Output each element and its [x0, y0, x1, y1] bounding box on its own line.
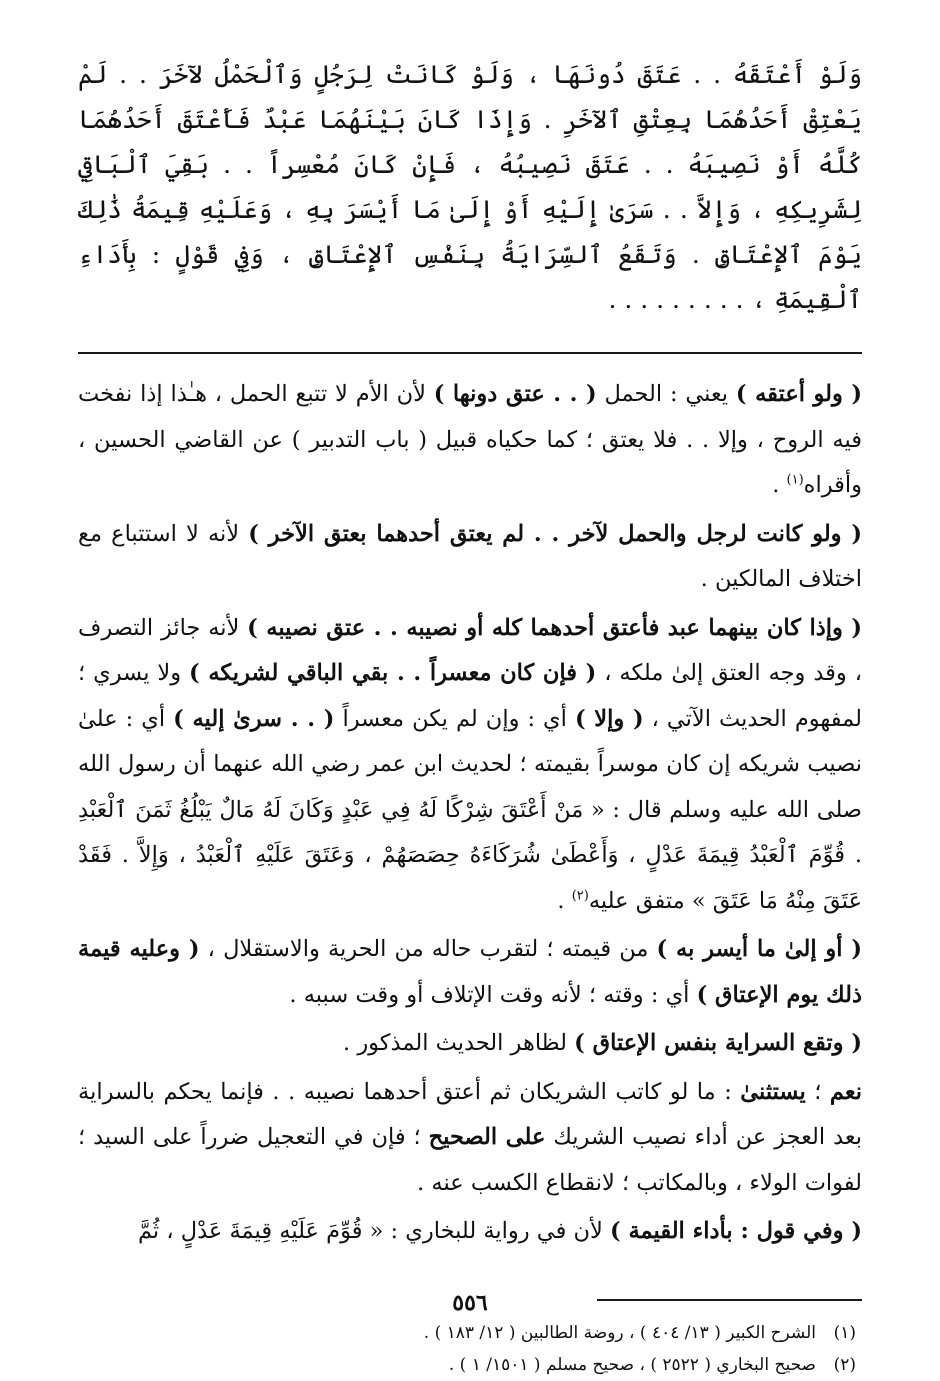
- quoted-matn: ( وإلا ): [574, 705, 644, 732]
- commentary-text: ؛ فإن في التعجيل ضرراً على السيد ؛ لفوات الولاء ، وبالمكاتب ؛ لانقطاع الكسب عنه .: [78, 1124, 862, 1196]
- commentary-text: أي : وقته ؛ لأنه وقت الإتلاف أو وقت سببه .: [289, 981, 697, 1008]
- commentary-text: .: [557, 887, 572, 914]
- footnote-number: (٢): [833, 1354, 856, 1375]
- commentary-text: لأن الأم لا تتبع الحمل ، هـٰذا إذا نفخت فيه الروح ، وإلا . . فلا يعتق ؛ كما حكياه قبيل ( باب التدبير ) عن القاضي الحسين ، وأقراه: [78, 381, 862, 498]
- emphasis: على الصحيح: [428, 1124, 546, 1150]
- quoted-matn: ( . . سرىٰ إليه ): [173, 705, 335, 732]
- commentary-text: أي : علىٰ نصيب شريكه إن كان موسراً بقيمته ؛ لحديث ابن عمر رضي الله عنهما أن رسول الله صلى الله عليه وسلم قال : « مَنْ أَعْتَقَ شِرْكًا لَهُ فِي عَبْدٍ وَكَانَ لَهُ مَالٌ يَبْلُغُ ثَمَنَ ٱلْعَبْدِ . قُوِّمَ ٱلْعَبْدُ قِيمَةَ عَدْلٍ ، وَأَعْطَىٰ شُرَكَاءَهُ حِصَصَهُمْ ، وَعَتَقَ عَلَيْهِ ٱلْعَبْدُ ، وَإِلاَّ . فَقَدْ عَتَقَ مِنْهُ مَا عَتَقَ » متفق عليه: [78, 705, 862, 914]
- commentary-paragraph-4: [78, 927, 862, 1018]
- commentary-paragraph-6: [78, 1070, 862, 1207]
- quoted-matn: ( أو إلىٰ ما أيسر به ): [656, 936, 862, 962]
- commentary-paragraph-2: [78, 512, 862, 603]
- footnote-number: (١): [833, 1322, 856, 1343]
- quoted-matn: ( وتقع السراية بنفس الإعتاق ): [574, 1030, 862, 1056]
- commentary-text: لأنه جائز التصرف ، وقد وجه العتق إلىٰ ملكه ،: [78, 614, 863, 686]
- emphasis: يستثنىٰ: [740, 1078, 806, 1105]
- commentary-text: لظاهر الحديث المذكور .: [343, 1030, 575, 1056]
- commentary: [78, 372, 862, 1255]
- footnote-1: [78, 1317, 862, 1349]
- footnote-ref[interactable]: (٢): [571, 888, 589, 903]
- footnote-text: صحيح البخاري ( ٢٥٢٢ ) ، صحيح مسلم ( ١٥٠١/ ١ ) .: [448, 1354, 816, 1375]
- commentary-text: لأن في رواية للبخاري : « قُوِّمَ عَلَيْهِ قِيمَةَ عَدْلٍ ، ثُمَّ: [137, 1218, 610, 1244]
- commentary-paragraph-1: [78, 372, 862, 509]
- commentary-text: ؛: [805, 1078, 830, 1105]
- quoted-matn: ( . . عتق دونها ): [433, 381, 597, 407]
- commentary-text: ولا يسري ؛ لمفهوم الحديث الآتي ،: [78, 660, 862, 732]
- commentary-paragraph-7: [78, 1209, 862, 1255]
- quoted-matn: ( ولو أعتقه ): [735, 381, 863, 407]
- quoted-matn: ( فإن كان معسراً . . بقي الباقي لشريكه ): [189, 660, 597, 686]
- commentary-text: لأنه لا استتباع مع اختلاف المالكين .: [78, 520, 862, 592]
- commentary-paragraph-5: [78, 1021, 862, 1067]
- quoted-matn: ( ولو كانت لرجل والحمل لآخر . . لم يعتق أحدهما بعتق الآخر ): [248, 520, 862, 547]
- quoted-matn: ( وفي قول : بأداء القيمة ): [609, 1218, 862, 1244]
- emphasis: نعم: [829, 1078, 862, 1105]
- footnotes: [78, 1317, 862, 1381]
- commentary-text: .: [772, 472, 787, 498]
- commentary-text: يعني : الحمل: [596, 381, 736, 407]
- commentary-text: من قيمته ؛ لتقرب حاله من الحرية والاستقلال ،: [199, 936, 657, 962]
- commentary-text: أي : وإن لم يكن معسراً: [334, 705, 575, 732]
- matn-text: وَلَوْ أَعْتَقَهُ . . عَتَقَ دُونَهَا ، وَلَوْ كَانَتْ لِرَجُلٍ وَٱلْحَمْلُ لآخَرَ . . لَمْ يَعْتِقْ أَحَدُهُمَا بِعِتْقِ ٱلآخَرِ . وَإِذَا كَانَ بَيْنَهُمَا عَبْدٌ فَأَعْتَقَ أَحَدُهُمَا كُلَّهُ أَوْ نَصِيبَهُ . . عَتَقَ نَصِيبُهُ ، فَإِنْ كَانَ مُعْسِراً . . بَقِيَ ٱلْبَاقِي لِشَرِيكِهِ ، وَإِلاَّ . . سَرَىٰ إِلَيْهِ أَوْ إِلَىٰ مَا أَيْسَرَ بِهِ ، وَعَلَيْهِ قِيمَةُ ذَٰلِكَ يَوْمَ ٱلإِعْتَاقِ . وَتَقَعُ ٱلسِّرَايَةُ بِنَفْسِ ٱلإِعْتَاقِ ، وَفِي قَوْلٍ : بِأَدَاءِ ٱلْقِيمَةِ ، . . . . . . . . .: [78, 60, 862, 314]
- page-number: ٥٥٦: [452, 1290, 488, 1316]
- quoted-matn: ( وعليه قيمة ذلك يوم الإعتاق ): [78, 936, 862, 1008]
- section-divider: [78, 352, 862, 354]
- quoted-matn: ( وإذا كان بينهما عبد فأعتق أحدهما كله أو نصيبه . . عتق نصيبه ): [247, 614, 862, 641]
- commentary-text: : ما لو كاتب الشريكان ثم أعتق أحدهما نصيبه . . فإنما يحكم بالسراية بعد العجز عن أداء نصيب الشريك: [78, 1078, 863, 1150]
- page-body: [78, 52, 862, 1381]
- commentary-paragraph-3: [78, 606, 862, 925]
- footnote-ref[interactable]: (١): [786, 472, 804, 488]
- footnote-text: الشرح الكبير ( ١٣/ ٤٠٤ ) ، روضة الطالبين ( ١٢/ ١٨٣ ) .: [423, 1322, 816, 1343]
